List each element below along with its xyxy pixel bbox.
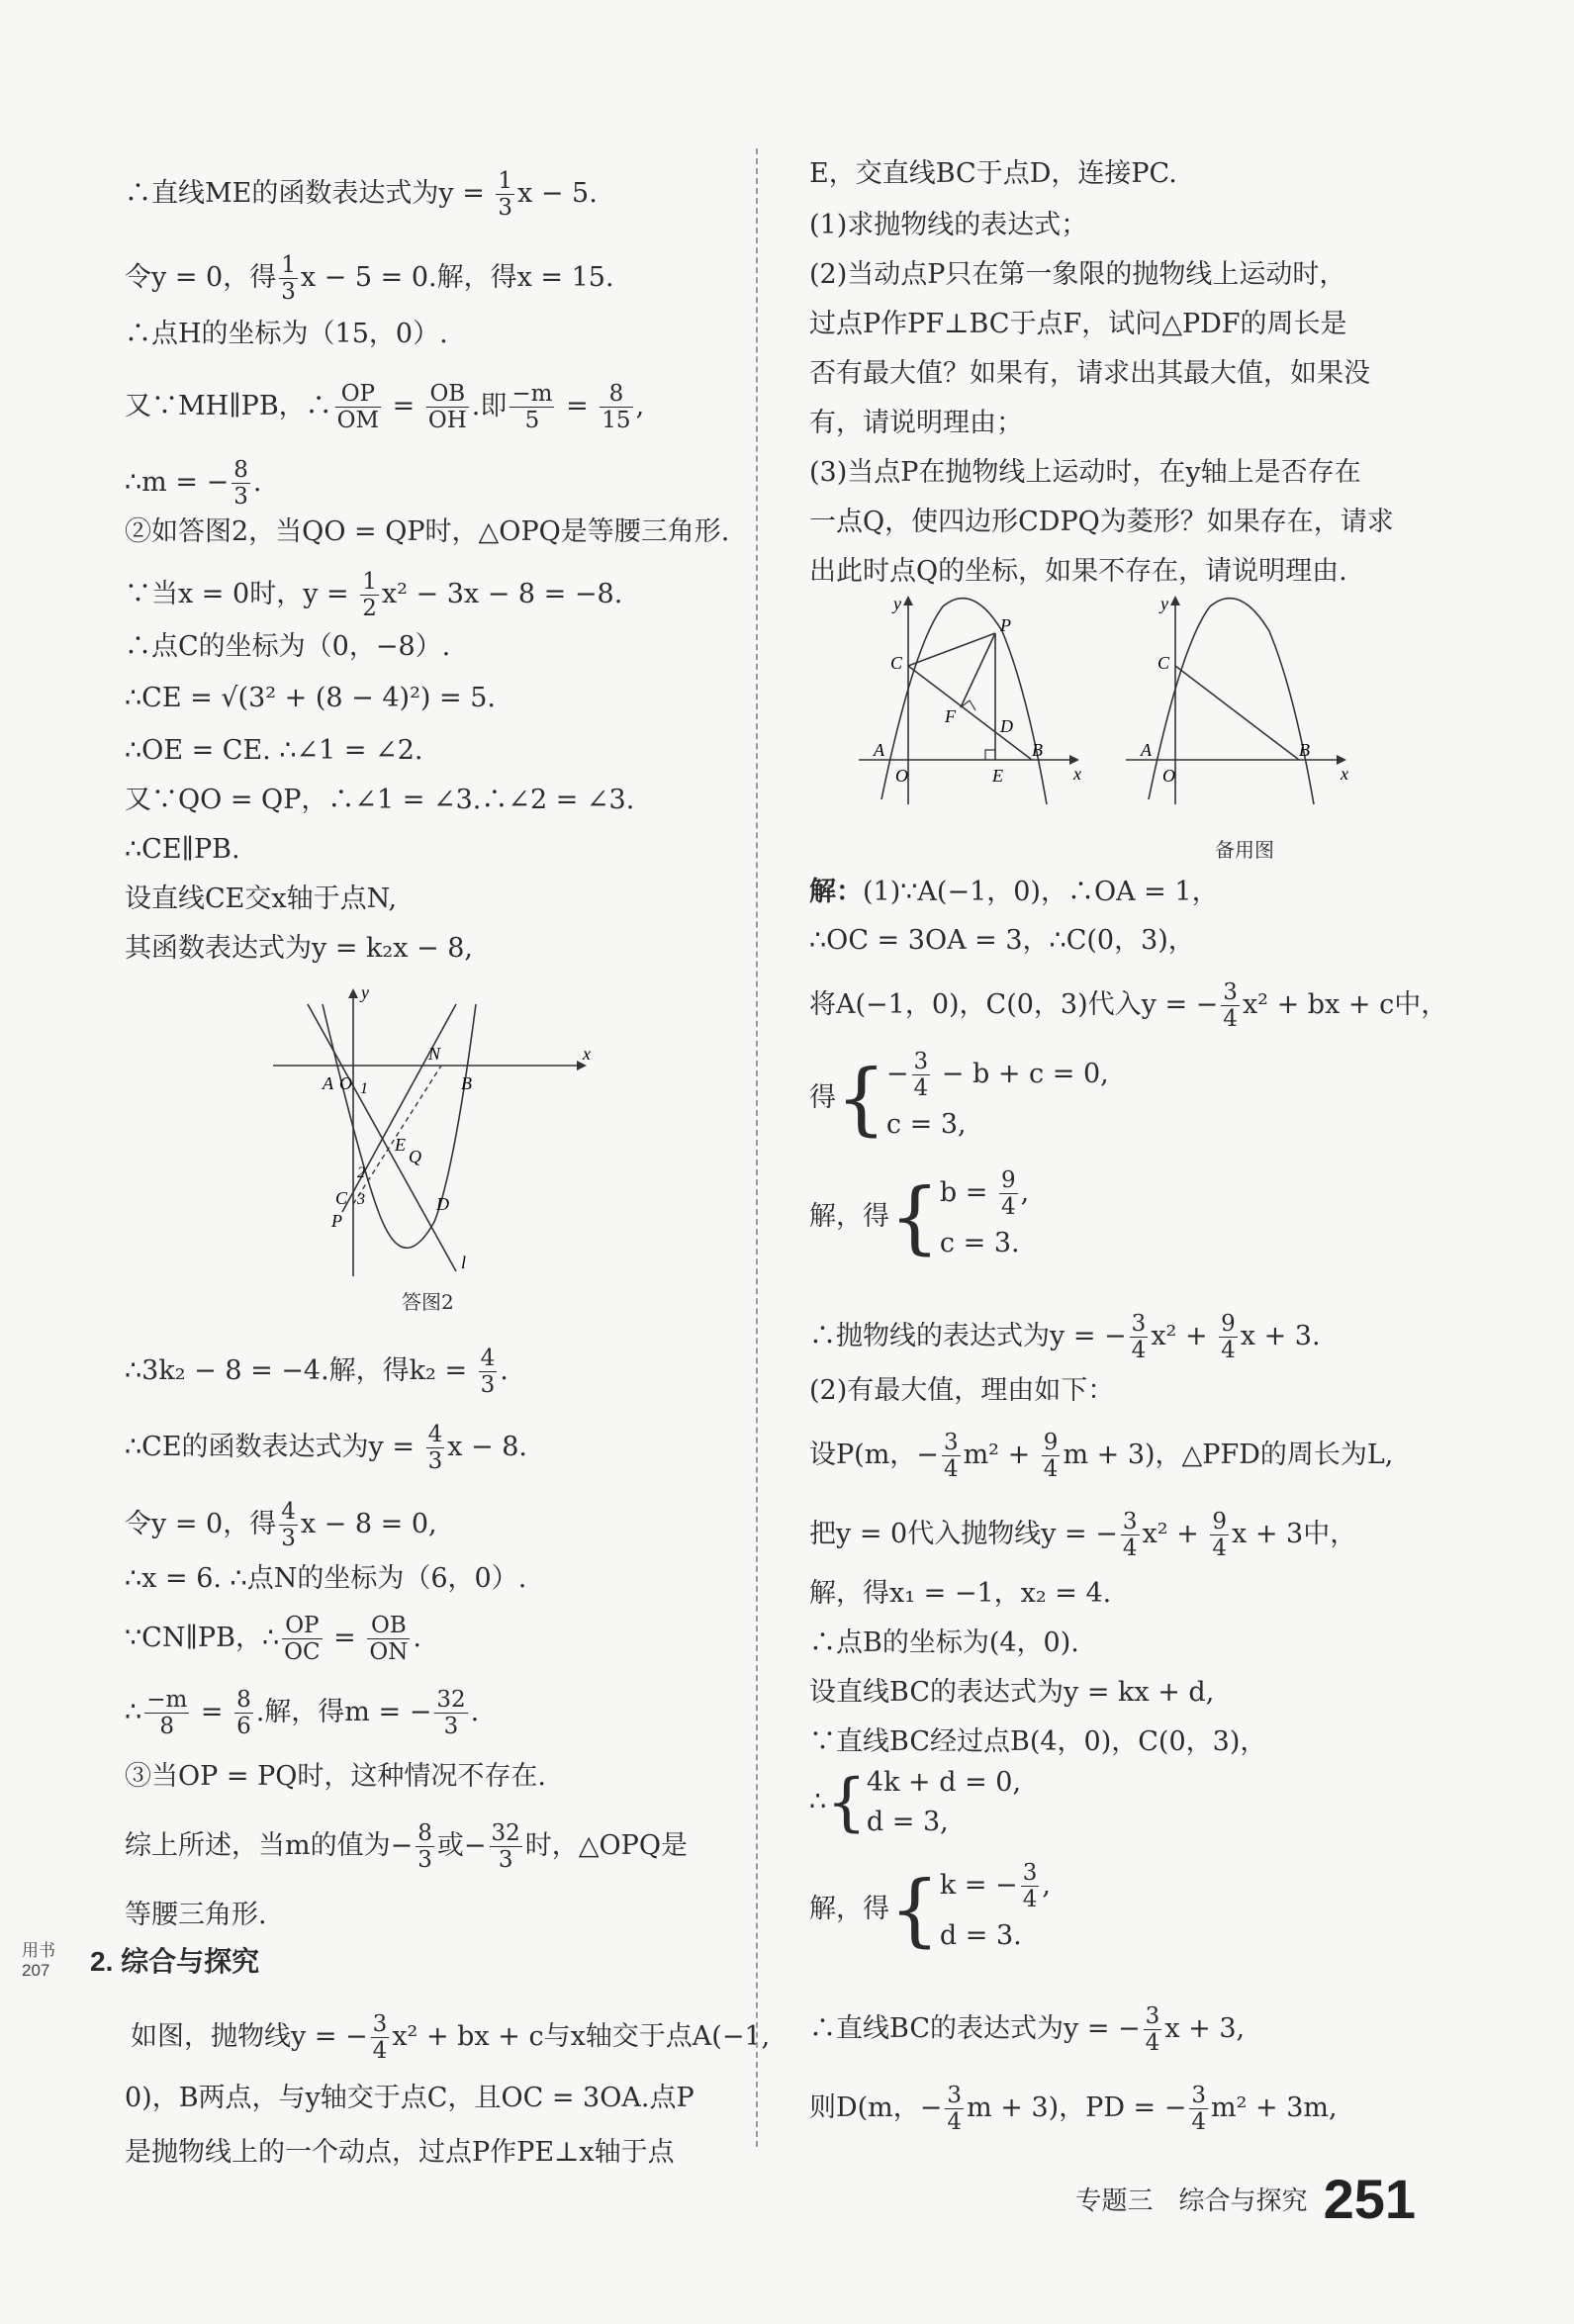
point-label-C: C xyxy=(335,1188,348,1208)
text-line: 有，请说明理由； xyxy=(809,408,1023,438)
text-line: (1)求抛物线的表达式； xyxy=(809,210,1088,240)
text-line: 一点Q，使四边形CDPQ为菱形？如果存在，请求 xyxy=(809,507,1394,537)
text-line: 令y = 0，得 $\frac{4}{3}$ x − 8 = 0, xyxy=(125,1499,437,1551)
figure-caption: 备用图 xyxy=(1215,838,1274,862)
text-line: ∴点H的坐标为（15，0）. xyxy=(125,319,448,349)
point-label-B: B xyxy=(1032,740,1043,760)
text-line: 设直线CE交x轴于点N, xyxy=(125,883,398,914)
text-line: 是抛物线上的一个动点，过点P作PE⊥x轴于点 xyxy=(125,2137,675,2168)
footer-topic: 专题三 综合与探究 xyxy=(1075,2185,1308,2215)
text-line: 则D(m，− $\frac{3}{4}$ m + 3)，PD = − $\frac{3}{4}$ m² + 3m, xyxy=(809,2083,1338,2135)
text-line: (2)当动点P只在第一象限的抛物线上运动时， xyxy=(809,259,1346,290)
x-axis-label: x xyxy=(583,1044,591,1064)
text-line: 又∵QO = QP，∴∠1 = ∠3.∴∠2 = ∠3. xyxy=(125,785,635,815)
text-line: 设直线BC的表达式为y = kx + d, xyxy=(809,1677,1215,1708)
equation-system: ∴{ 4k + d = 0, d = 3, xyxy=(809,1766,1022,1839)
point-label-B: B xyxy=(1299,740,1310,760)
y-axis-label: y xyxy=(361,984,369,1002)
text-line: 0)，B两点，与y轴交于点C，且OC = 3OA.点P xyxy=(125,2083,694,2113)
text-line: 综上所述，当m的值为− $\frac{8}{3}$ 或− $\frac{32}{3}$ 时，△OPQ是 xyxy=(125,1820,688,1873)
parabola xyxy=(323,1004,476,1248)
question-title: 2. 综合与探究 xyxy=(90,1946,260,1977)
point-label-E: E xyxy=(395,1135,406,1155)
angle-label-2: 2 xyxy=(357,1164,365,1181)
point-label-O: O xyxy=(339,1073,352,1093)
angle-label-3: 3 xyxy=(357,1191,365,1208)
text-line: ②如答图2，当QO = QP时，△OPQ是等腰三角形. xyxy=(125,516,730,547)
text-line: 其函数表达式为y = k₂x − 8, xyxy=(125,933,474,964)
point-label-C: C xyxy=(890,653,903,673)
point-label-B: B xyxy=(461,1073,472,1093)
column-divider xyxy=(756,148,758,2147)
text-line: ∴点B的坐标为(4，0). xyxy=(809,1627,1079,1658)
text-line: 把y = 0代入抛物线y = − $\frac{3}{4}$ x² + $\frac{9}{4}$ x + 3中， xyxy=(809,1509,1357,1561)
y-axis-arrow xyxy=(903,596,913,605)
text-line: ∴直线BC的表达式为y = − $\frac{3}{4}$ x + 3, xyxy=(809,2003,1246,2056)
text-line: ∴3k₂ − 8 = −4.解，得k₂ = $\frac{4}{3}$ . xyxy=(125,1346,509,1398)
text-line: ∴x = 6. ∴点N的坐标为（6，0）. xyxy=(125,1563,527,1594)
text-line: ∴ $\frac{-m}{8}$ = $\frac{8}{6}$ .解，得m = − $\frac{32}{3}$ . xyxy=(125,1687,480,1739)
line-label-l: l xyxy=(461,1253,467,1272)
point-label-D: D xyxy=(1000,716,1013,736)
point-label-P: P xyxy=(331,1211,342,1231)
text-line: ∴直线ME的函数表达式为y = $\frac{1}{3}$ x − 5. xyxy=(125,168,598,221)
point-label-A: A xyxy=(1141,740,1152,760)
y-axis-arrow xyxy=(1170,596,1180,605)
point-label-C: C xyxy=(1157,653,1170,673)
text-line: ∵CN∥PB，∴ $\frac{OP}{OC}$ = $\frac{OB}{ON}$ . xyxy=(125,1613,421,1665)
text-line: ∴CE = √(3² + (8 − 4)²) = 5. xyxy=(125,683,496,713)
line-bc xyxy=(908,666,1032,760)
text-line: ∴m = − $\frac{8}{3}$ . xyxy=(125,457,262,510)
text-line: 过点P作PF⊥BC于点F，试问△PDF的周长是 xyxy=(809,309,1347,339)
text-line: 将A(−1，0)，C(0，3)代入y = − $\frac{3}{4}$ x² + bx + c中， xyxy=(809,979,1448,1032)
text-line: 令y = 0，得 $\frac{1}{3}$ x − 5 = 0.解，得x = 15. xyxy=(125,252,614,305)
equation-system: 得{ − $\frac{3}{4}$ − b + c = 0, c = 3, xyxy=(809,1049,1109,1145)
x-axis-label: x xyxy=(1341,764,1348,784)
point-label-Q: Q xyxy=(409,1147,421,1166)
text-line: 否有最大值？如果有，请求出其最大值，如果没 xyxy=(809,358,1370,389)
text-line: (2)有最大值，理由如下： xyxy=(809,1375,1115,1406)
problem-figure xyxy=(854,592,1091,809)
angle-label-1: 1 xyxy=(360,1080,368,1097)
text-line: ∴OE = CE. ∴∠1 = ∠2. xyxy=(125,735,423,766)
text-line: ∴抛物线的表达式为y = − $\frac{3}{4}$ x² + $\frac{9}{4}$ x + 3. xyxy=(809,1311,1321,1363)
text-line: ∴CE∥PB. xyxy=(125,834,240,865)
line-bc xyxy=(1175,666,1299,760)
answer-figure-2 xyxy=(268,984,595,1281)
text-line: ∴点C的坐标为（0，−8）. xyxy=(125,631,451,662)
point-label-N: N xyxy=(428,1044,441,1064)
y-axis-label: y xyxy=(893,594,901,613)
spare-figure xyxy=(1121,592,1358,809)
y-axis-arrow xyxy=(348,988,358,998)
point-label-D: D xyxy=(436,1194,449,1214)
point-label-E: E xyxy=(992,766,1003,786)
text-line: ∵直线BC经过点B(4，0)，C(0，3)， xyxy=(809,1726,1267,1757)
text-line: ∵当x = 0时，y = $\frac{1}{2}$ x² − 3x − 8 = −8. xyxy=(125,569,623,621)
equation-system: 解，得{ k = − $\frac{3}{4}$ , d = 3. xyxy=(809,1860,1051,1956)
text-line: ③当OP = PQ时，这种情况不存在. xyxy=(125,1761,546,1792)
point-label-F: F xyxy=(945,706,956,726)
text-line: (3)当点P在抛物线上运动时，在y轴上是否存在 xyxy=(809,457,1361,488)
text-line: 出此时点Q的坐标，如果不存在，请说明理由. xyxy=(809,556,1347,587)
side-page-tag: 用书 207 xyxy=(22,1941,55,1980)
x-axis-label: x xyxy=(1073,764,1081,784)
text-line: ∴OC = 3OA = 3，∴C(0，3)， xyxy=(809,925,1195,956)
text-line: E，交直线BC于点D，连接PC. xyxy=(809,158,1177,189)
point-label-A: A xyxy=(323,1073,333,1093)
right-angle-e xyxy=(985,750,995,760)
point-label-A: A xyxy=(874,740,884,760)
text-line: 解，得x₁ = −1，x₂ = 4. xyxy=(809,1578,1112,1609)
text-line: 设P(m，− $\frac{3}{4}$ m² + $\frac{9}{4}$ m + 3)，△PFD的周长为L, xyxy=(809,1430,1394,1482)
figure-caption: 答图2 xyxy=(402,1290,454,1314)
equation-system: 解，得{ b = $\frac{9}{4}$ , c = 3. xyxy=(809,1167,1030,1263)
text-line: 解：(1)∵A(−1，0)，∴OA = 1， xyxy=(809,877,1219,907)
page-number: 251 xyxy=(1323,2168,1416,2230)
page-footer xyxy=(1076,2167,1416,2231)
point-label-O: O xyxy=(1162,766,1175,786)
text-line: 又∵MH∥PB，∴ $\frac{OP}{OM}$ = $\frac{OB}{OH}$ .即 $\frac{-m}{5}$ = $\frac{8}{15}$ , xyxy=(125,381,645,433)
text-line: ∴CE的函数表达式为y = $\frac{4}{3}$ x − 8. xyxy=(125,1422,528,1474)
point-label-O: O xyxy=(895,766,908,786)
text-line: 如图，抛物线y = − $\frac{3}{4}$ x² + bx + c与x轴交于点A(−1, xyxy=(131,2011,771,2064)
y-axis-label: y xyxy=(1160,594,1168,613)
point-label-P: P xyxy=(1000,615,1011,635)
text-line: 等腰三角形. xyxy=(125,1900,267,1930)
